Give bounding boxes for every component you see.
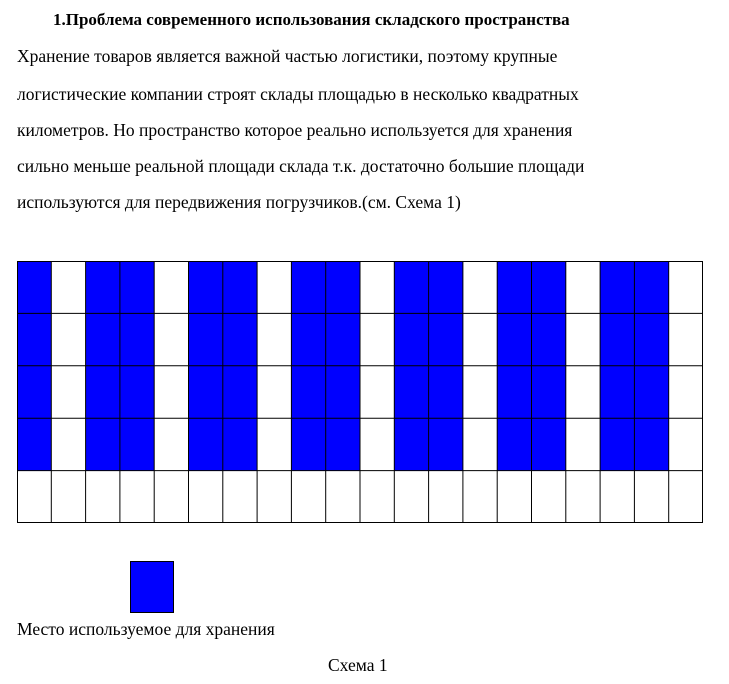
legend-storage-swatch xyxy=(130,561,174,613)
storage-cell xyxy=(86,418,120,470)
storage-cell xyxy=(120,313,154,365)
section-heading: 1.Проблема современного использования складского пространства xyxy=(53,10,570,29)
free-cell xyxy=(86,471,120,523)
storage-cell xyxy=(634,418,668,470)
storage-cell xyxy=(394,313,428,365)
free-cell xyxy=(669,261,703,313)
free-cell xyxy=(120,471,154,523)
storage-cell xyxy=(634,366,668,418)
storage-cell xyxy=(429,418,463,470)
storage-cell xyxy=(223,261,257,313)
paragraph-line: сильно меньше реальной площади склада т.к. достаточно большие площади xyxy=(17,156,585,176)
storage-cell xyxy=(497,418,531,470)
storage-cell xyxy=(532,366,566,418)
storage-cell xyxy=(497,366,531,418)
storage-cell xyxy=(120,261,154,313)
storage-cell xyxy=(86,366,120,418)
free-cell xyxy=(154,366,188,418)
storage-cell xyxy=(291,418,325,470)
storage-cell xyxy=(326,313,360,365)
storage-cell xyxy=(223,313,257,365)
storage-cell xyxy=(634,313,668,365)
free-cell xyxy=(51,261,85,313)
free-cell xyxy=(566,366,600,418)
storage-cell xyxy=(326,366,360,418)
free-cell xyxy=(257,471,291,523)
free-cell xyxy=(257,313,291,365)
free-cell xyxy=(257,366,291,418)
storage-cell xyxy=(223,418,257,470)
storage-cell xyxy=(17,418,51,470)
free-cell xyxy=(463,261,497,313)
storage-cell xyxy=(189,261,223,313)
free-cell xyxy=(154,471,188,523)
storage-cell xyxy=(326,418,360,470)
free-cell xyxy=(669,313,703,365)
storage-cell xyxy=(223,366,257,418)
storage-cell xyxy=(17,261,51,313)
paragraph-line: используются для передвижения погрузчиков.(см. Схема 1) xyxy=(17,192,461,212)
paragraph-line: логистические компании строят склады площадью в несколько квадратных xyxy=(17,84,579,104)
free-cell xyxy=(51,471,85,523)
free-cell xyxy=(51,418,85,470)
free-cell xyxy=(257,418,291,470)
storage-cell xyxy=(497,261,531,313)
free-cell xyxy=(223,471,257,523)
free-cell xyxy=(360,313,394,365)
free-cell xyxy=(360,418,394,470)
storage-cell xyxy=(189,366,223,418)
free-cell xyxy=(394,471,428,523)
storage-cell xyxy=(429,366,463,418)
free-cell xyxy=(600,471,634,523)
free-cell xyxy=(566,418,600,470)
storage-cell xyxy=(532,261,566,313)
storage-cell xyxy=(429,313,463,365)
free-cell xyxy=(257,261,291,313)
storage-cell xyxy=(17,313,51,365)
free-cell xyxy=(360,261,394,313)
free-cell xyxy=(360,471,394,523)
free-cell xyxy=(429,471,463,523)
warehouse-layout-diagram xyxy=(17,261,703,523)
paragraph-line: километров. Но пространство которое реально используется для хранения xyxy=(17,120,573,140)
legend-storage-label: Место используемое для хранения xyxy=(17,619,275,639)
free-cell xyxy=(291,471,325,523)
free-cell xyxy=(189,471,223,523)
storage-cell xyxy=(86,261,120,313)
storage-cell xyxy=(600,261,634,313)
storage-cell xyxy=(634,261,668,313)
storage-cell xyxy=(120,366,154,418)
free-cell xyxy=(17,471,51,523)
storage-cell xyxy=(394,366,428,418)
free-cell xyxy=(566,471,600,523)
storage-cell xyxy=(86,313,120,365)
free-cell xyxy=(566,313,600,365)
paragraph-line: Хранение товаров является важной частью логистики, поэтому крупные xyxy=(17,46,558,66)
free-cell xyxy=(360,366,394,418)
free-cell xyxy=(634,471,668,523)
free-cell xyxy=(463,366,497,418)
storage-cell xyxy=(394,418,428,470)
free-cell xyxy=(154,261,188,313)
free-cell xyxy=(463,313,497,365)
storage-cell xyxy=(189,418,223,470)
free-cell xyxy=(669,418,703,470)
storage-cell xyxy=(326,261,360,313)
free-cell xyxy=(326,471,360,523)
free-cell xyxy=(497,471,531,523)
storage-cell xyxy=(429,261,463,313)
free-cell xyxy=(51,313,85,365)
storage-cell xyxy=(291,366,325,418)
storage-cell xyxy=(600,366,634,418)
storage-cell xyxy=(291,261,325,313)
storage-cell xyxy=(291,313,325,365)
free-cell xyxy=(532,471,566,523)
free-cell xyxy=(51,366,85,418)
diagram-caption: Схема 1 xyxy=(328,655,388,675)
free-cell xyxy=(154,313,188,365)
storage-cell xyxy=(600,418,634,470)
free-cell xyxy=(566,261,600,313)
storage-cell xyxy=(394,261,428,313)
free-cell xyxy=(669,366,703,418)
free-cell xyxy=(463,418,497,470)
free-cell xyxy=(463,471,497,523)
storage-cell xyxy=(497,313,531,365)
free-cell xyxy=(154,418,188,470)
storage-cell xyxy=(120,418,154,470)
storage-cell xyxy=(189,313,223,365)
storage-cell xyxy=(532,313,566,365)
storage-cell xyxy=(600,313,634,365)
free-cell xyxy=(669,471,703,523)
storage-cell xyxy=(17,366,51,418)
storage-cell xyxy=(532,418,566,470)
